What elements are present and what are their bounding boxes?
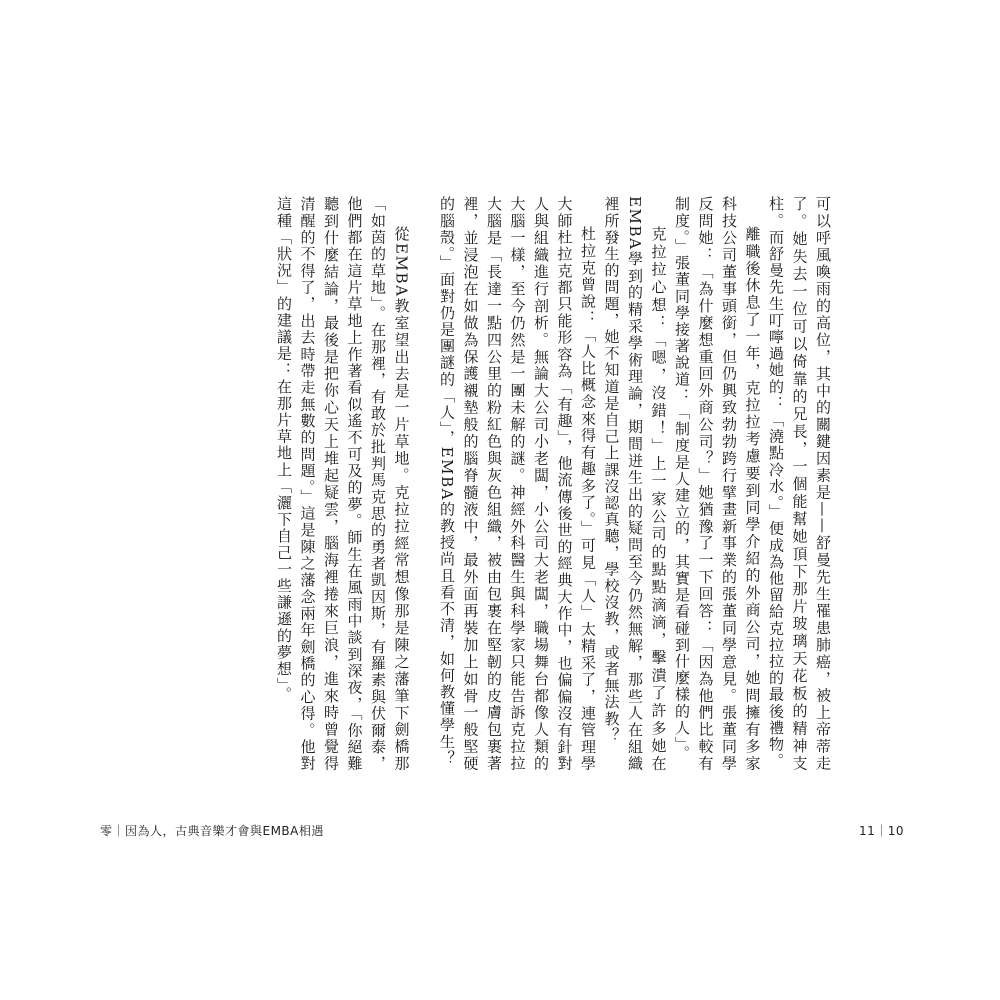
page-numbers: 11｜10	[858, 824, 904, 838]
paragraph-2: 離職後休息了一年，克拉拉考慮要到同學介紹的外商公司，她問擁有多家科技公司董事頭銜，但仍興致勃勃跨行擘畫新事業的張董同學意見。張董同學反問她：「為什麼想重回外商公司？」她猶豫了一下回答：「因為他們比較有制度。」張董同學接著說道：「制度是人建立的，其實是看碰到什麼樣的人」。	[673, 196, 762, 772]
paragraph-5: 從EMBA教室望出去是一片草地。克拉拉經常想像那是陳之藩筆下劍橋那「如茵的草地」。在那裡，有敢於批判馬克思的勇者凱因斯，有羅素與伏爾泰，他們都在這片草地上作著看似遙不可及的夢。師生在風雨中談到深夜，「你絕難聽到什麼結論，最後是把你心天上堆起疑雲，腦海裡捲來巨浪，進來時曾覺得清醒的不得了，出去時帶走無數的問題。」這是陳之藩念兩年劍橋的心得。他對這種「狀況」的建議是：在那片草地上「灑下自己一些謙遜的夢想」。	[275, 196, 411, 772]
paragraph-4: 杜拉克曾說：「人比概念來得有趣多了。」可見「人」太精采了，連管理學大師杜拉克都只能形容為「有趣」，他流傳後世的經典大作中，也偏偏沒有針對人與組織進行剖析。無論大公司小老闆，小公司大老闆，職場舞台都像人類的大腦一樣，至今仍然是一團未解的謎。神經外科醫生與科學家只能告訴克拉拉大腦是「長達一點四公里的粉紅色與灰色組織，被由包裹在堅韌的皮膚包裹著裡，並浸泡在如做為保護襯墊般的腦脊髓液中，最外面再裝加上如骨一般堅硬的腦殼。」面對仍是團謎的「人」，EMBA的教授尚且看不清，如何教懂學生？	[438, 196, 597, 772]
paragraph-3: 克拉拉心想：「嗯，沒錯！」上一家公司的點點滴滴，擊潰了許多她在EMBA學到的精采學術理論，期間迸生出的疑問至今仍然無解，那些人在組織裡所發生的問題，她不知道是自己上課沒認真聽，學校沒教，或者無法教？	[602, 196, 668, 772]
vertical-body-text	[98, 196, 834, 772]
running-footer-chapter-title: 零｜因為人，古典音樂才會與EMBA相遇	[100, 824, 324, 838]
paragraph-1: 可以呼風喚雨的高位，其中的關鍵因素是——舒曼先生罹患肺癌，被上帝蒂走了。她失去一位可以倚靠的兄長，一個能幫她頂下那片玻璃天花板的精神支柱。而舒曼先生叮嚀過她的：「澆點冷水。」便成為他留給克拉拉的最後禮物。	[767, 196, 832, 772]
